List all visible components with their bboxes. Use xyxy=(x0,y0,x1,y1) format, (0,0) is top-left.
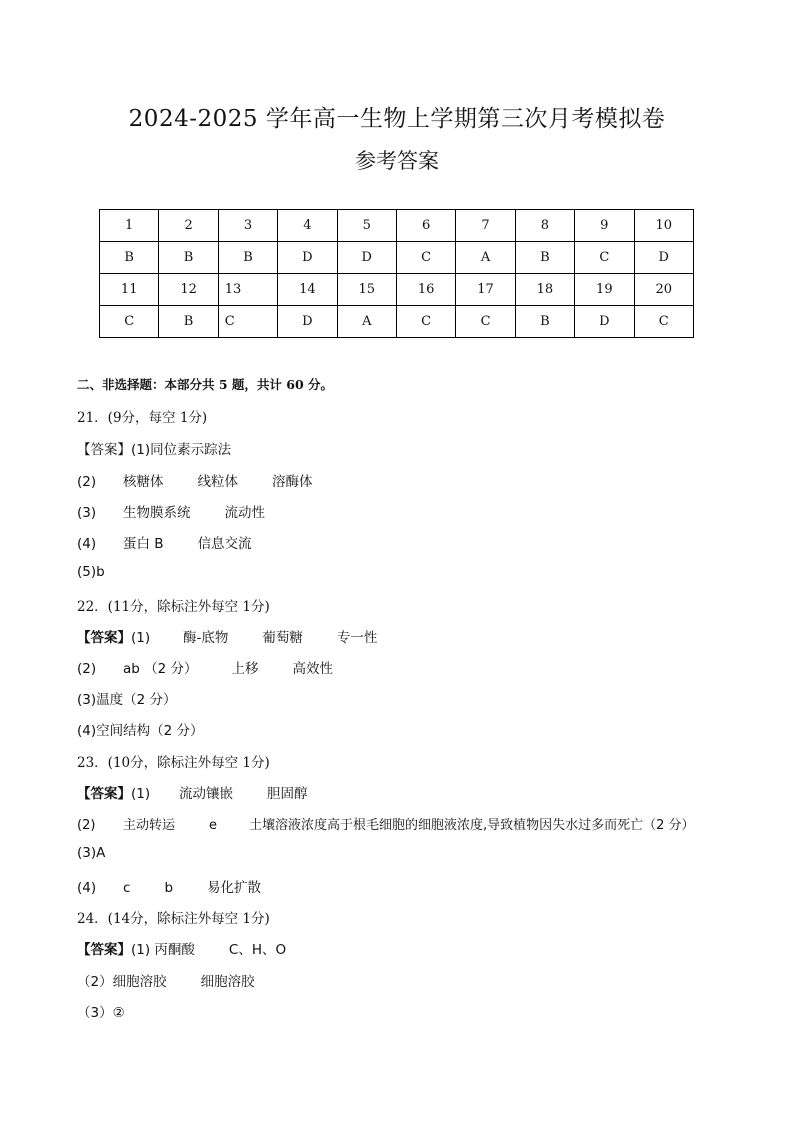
answer-line: （3）② xyxy=(77,1005,125,1021)
answer-text: 专一性 xyxy=(336,630,378,646)
table-cell: C xyxy=(634,306,693,338)
answer-text: 易化扩散 xyxy=(207,880,262,896)
answer-label: 【答案】 xyxy=(77,442,131,458)
table-cell: 6 xyxy=(396,210,455,242)
item-number: (4) xyxy=(77,536,97,552)
answer-text: 土壤溶液浓度高于根毛细胞的细胞液浓度,导致植物因失水过多而死亡（2 分） xyxy=(249,818,695,833)
table-cell: 14 xyxy=(278,274,337,306)
answer-line: (5)b xyxy=(77,564,105,580)
table-cell: 20 xyxy=(634,274,693,306)
table-cell: B xyxy=(100,242,159,274)
table-cell: 5 xyxy=(337,210,396,242)
answer-label: 【答案】 xyxy=(77,786,131,802)
answer-line: (3)A xyxy=(77,845,106,861)
table-row xyxy=(100,274,694,306)
table-cell: 2 xyxy=(159,210,218,242)
item-number: (2) xyxy=(77,661,97,677)
answer-line xyxy=(77,970,255,990)
table-cell: 13 xyxy=(218,274,277,306)
answer-text: ab （2 分） xyxy=(123,661,198,677)
answer-text: (1) 丙酮酸 xyxy=(131,942,195,958)
table-cell: 18 xyxy=(515,274,574,306)
table-cell: 17 xyxy=(456,274,515,306)
table-cell: D xyxy=(278,306,337,338)
item-number: (3) xyxy=(77,505,97,521)
answer-text: 流动性 xyxy=(224,505,265,521)
table-cell: 8 xyxy=(515,210,574,242)
answer-line xyxy=(77,470,313,490)
answer-line xyxy=(77,782,308,802)
table-cell: D xyxy=(634,242,693,274)
table-cell: C xyxy=(100,306,159,338)
item-number: (4) xyxy=(77,880,97,896)
question-header: 22．(11分，除标注外每空 1分) xyxy=(77,599,270,615)
table-row xyxy=(100,306,694,338)
document-title: 2024-2025 学年高一生物上学期第三次月考模拟卷 xyxy=(128,106,666,132)
table-cell: 3 xyxy=(218,210,277,242)
answer-text: b xyxy=(164,880,174,896)
answer-line xyxy=(77,532,252,552)
table-cell: 7 xyxy=(456,210,515,242)
answer-text: C、H、O xyxy=(228,942,287,958)
table-cell: D xyxy=(278,242,337,274)
table-cell: C xyxy=(218,306,277,338)
table-cell: C xyxy=(396,242,455,274)
answer-text: 上移 xyxy=(231,661,259,677)
answer-text: 溶酶体 xyxy=(272,474,313,490)
answer-line xyxy=(77,626,377,646)
answer-text: 信息交流 xyxy=(197,536,252,552)
table-cell: 12 xyxy=(159,274,218,306)
table-cell: C xyxy=(456,306,515,338)
answer-text: 核糖体 xyxy=(123,474,164,490)
item-number: (1) xyxy=(131,630,151,646)
table-cell: B xyxy=(515,306,574,338)
answer-text: 生物膜系统 xyxy=(123,505,191,521)
table-cell: B xyxy=(515,242,574,274)
answer-line xyxy=(77,814,695,833)
table-cell: C xyxy=(575,242,634,274)
table-cell: 1 xyxy=(100,210,159,242)
table-row xyxy=(100,210,694,242)
answer-text: (1)同位素示踪法 xyxy=(131,442,232,458)
table-cell: 4 xyxy=(278,210,337,242)
item-number: (1) xyxy=(131,786,151,802)
section-heading: 二、非选择题：本部分共 5 题，共计 60 分。 xyxy=(77,377,334,392)
answer-text: 酶-底物 xyxy=(183,630,229,646)
answer-text: 流动镶嵌 xyxy=(179,786,233,802)
answer-text: 蛋白 B xyxy=(123,536,164,552)
item-number: (2) xyxy=(77,818,96,833)
table-cell: D xyxy=(337,242,396,274)
answer-text: 葡萄糖 xyxy=(262,630,303,646)
table-cell: 16 xyxy=(396,274,455,306)
answer-line: (4)空间结构（2 分） xyxy=(77,723,204,739)
answer-line xyxy=(77,938,286,958)
answer-line: (3)温度（2 分） xyxy=(77,692,177,708)
answer-text: 细胞溶胶 xyxy=(200,974,255,990)
table-cell: 9 xyxy=(575,210,634,242)
answer-label: 【答案】 xyxy=(77,630,131,646)
answer-text: c xyxy=(123,880,131,896)
table-cell: D xyxy=(575,306,634,338)
answer-line xyxy=(77,501,265,521)
table-cell: 11 xyxy=(100,274,159,306)
answer-line xyxy=(77,876,261,896)
answer-text: 胆固醇 xyxy=(267,786,308,802)
table-cell: B xyxy=(159,306,218,338)
table-cell: A xyxy=(456,242,515,274)
table-cell: A xyxy=(337,306,396,338)
table-cell: B xyxy=(218,242,277,274)
answer-line xyxy=(77,438,231,458)
table-cell: 10 xyxy=(634,210,693,242)
answer-text: 主动转运 xyxy=(123,818,176,833)
question-header: 21．(9分，每空 1分) xyxy=(77,410,208,426)
answer-table xyxy=(99,209,694,338)
answer-line xyxy=(77,657,333,677)
question-header: 23．(10分，除标注外每空 1分) xyxy=(77,755,270,771)
question-header: 24．(14分，除标注外每空 1分) xyxy=(77,911,270,927)
table-cell: C xyxy=(396,306,455,338)
answer-text: e xyxy=(209,818,218,833)
answer-text: （2）细胞溶胶 xyxy=(77,974,167,990)
document-subtitle: 参考答案 xyxy=(355,149,439,173)
answer-text: 高效性 xyxy=(292,661,334,677)
table-cell: 15 xyxy=(337,274,396,306)
item-number: (2) xyxy=(77,474,97,490)
table-cell: 19 xyxy=(575,274,634,306)
answer-label: 【答案】 xyxy=(77,942,131,958)
table-row xyxy=(100,242,694,274)
answer-text: 线粒体 xyxy=(197,474,238,490)
table-cell: B xyxy=(159,242,218,274)
